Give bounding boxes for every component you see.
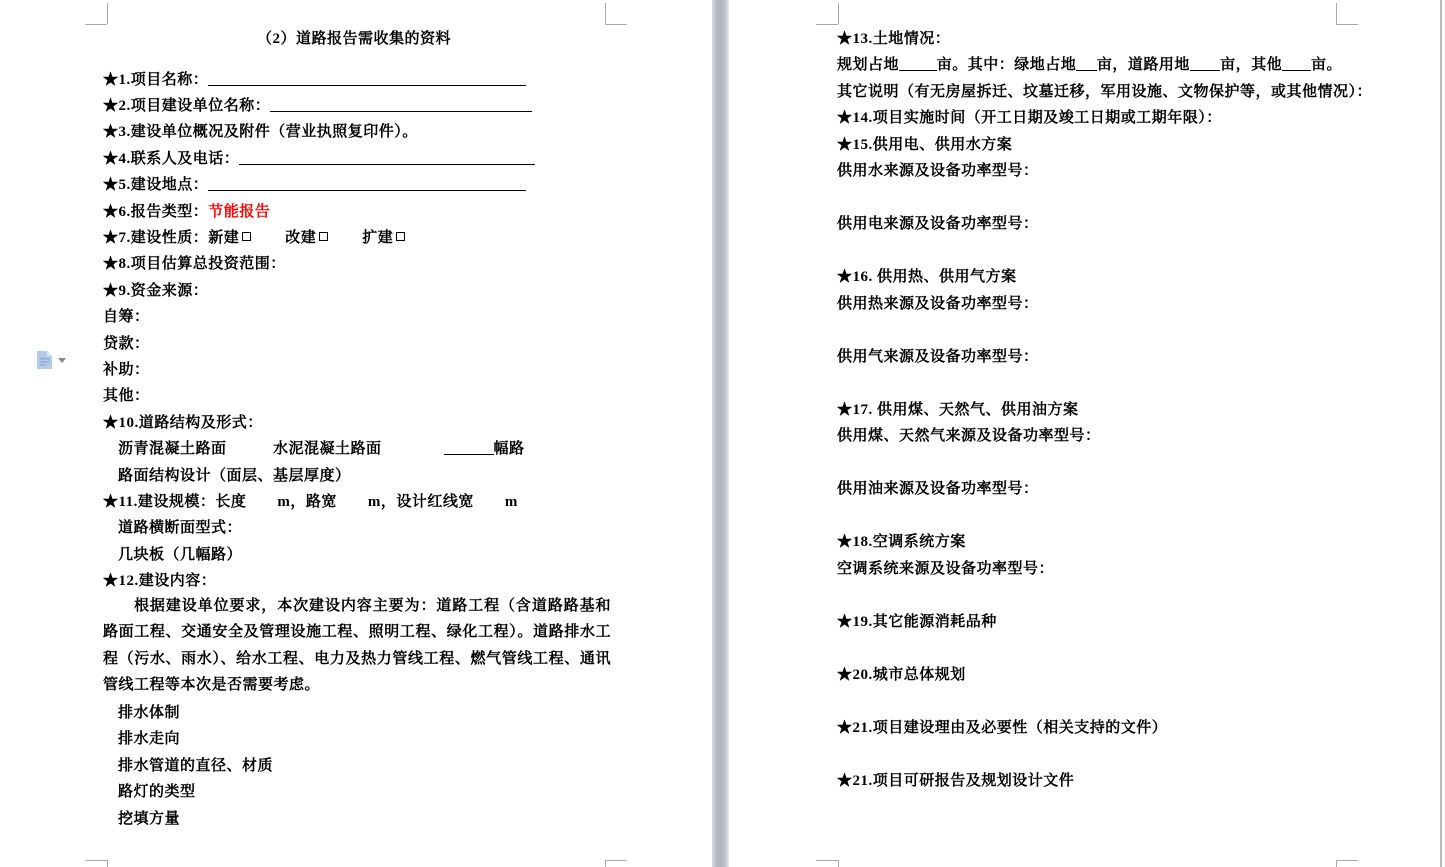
line-text: ★21.项目建设理由及必要性（相关支持的文件）: [837, 719, 1168, 736]
text-line: [837, 210, 1342, 237]
line-text: 幅路: [493, 441, 525, 458]
blank-underline-field[interactable]: [239, 150, 535, 165]
line-text: ★2.项目建设单位名称：: [103, 98, 271, 115]
report-type-value: 节能报告: [208, 203, 271, 220]
line-text: 其它说明（有无房屋拆迁、坟墓迁移，军用设施、文物保护等，或其他情况）：: [837, 83, 1373, 100]
paste-options-button[interactable]: [36, 347, 80, 373]
line-text: 供用煤、天然气来源及设备功率型号：: [837, 428, 1101, 445]
line-text: 空调系统来源及设备功率型号：: [837, 560, 1055, 577]
line-text: ★4.联系人及电话：: [103, 150, 240, 167]
page-title: （2）道路报告需收集的资料: [256, 31, 451, 47]
blank-underline-field[interactable]: [1190, 56, 1220, 71]
text-line: [837, 130, 1342, 157]
checkbox-empty[interactable]: [242, 232, 251, 241]
text-line: [837, 263, 1342, 290]
line-text: 排水体制: [118, 705, 181, 722]
line-text: ★3.建设单位概况及附件（营业执照复印件）。: [103, 124, 418, 141]
blank-underline-field[interactable]: [270, 97, 532, 112]
text-line: [103, 118, 611, 144]
blank-line: [837, 634, 1342, 661]
text-line: [103, 382, 611, 408]
blank-line: [837, 501, 1342, 528]
page-edge-line: [1440, 0, 1442, 867]
blank-line: [837, 369, 1342, 396]
text-line: [103, 250, 611, 276]
line-text: 供用油来源及设备功率型号：: [837, 481, 1039, 498]
text-line: [837, 528, 1342, 555]
text-line: [837, 607, 1342, 634]
blank-line: [837, 316, 1342, 343]
text-line: [837, 660, 1342, 687]
line-text: ★20.城市总体规划: [837, 666, 966, 683]
blank-underline-field[interactable]: [444, 440, 494, 455]
line-text: 亩，其他: [1220, 57, 1283, 74]
clipboard-paste-icon: [36, 350, 53, 370]
line-text: 路面结构设计（面层、基层厚度）: [118, 467, 351, 484]
line-text: ★5.建设地点：: [103, 177, 209, 194]
page-2[interactable]: [729, 0, 1440, 867]
line-text: ★1.项目名称：: [103, 71, 209, 88]
blank-underline-field[interactable]: [1076, 56, 1097, 71]
text-line: [837, 766, 1342, 793]
line-text: ★15.供用电、供用水方案: [837, 136, 1013, 153]
line-text: 亩。其中：绿地占地: [936, 57, 1077, 74]
text-line: [103, 461, 611, 487]
text-line: [103, 91, 611, 117]
text-line: [103, 171, 611, 197]
line-text: ★6.报告类型：: [103, 203, 209, 220]
text-line: [103, 355, 611, 381]
text-line: [103, 725, 611, 751]
text-line: [103, 329, 611, 355]
line-text: 供用气来源及设备功率型号：: [837, 348, 1039, 365]
text-line: [837, 77, 1373, 104]
blank-line: [837, 236, 1342, 263]
text-line: [103, 514, 611, 540]
line-text: 路灯的类型: [118, 784, 196, 801]
text-line: [837, 104, 1342, 131]
text-line: [103, 698, 611, 724]
line-text: ★14.项目实施时间（开工日期及竣工日期或工期年限）：: [837, 110, 1222, 127]
blank-line: [837, 183, 1342, 210]
line-text: 扩建: [331, 230, 394, 247]
line-text: ★21.项目可研报告及规划设计文件: [837, 772, 1075, 789]
text-line: [103, 487, 611, 513]
line-text: 供用热来源及设备功率型号：: [837, 295, 1039, 312]
text-line: [837, 342, 1342, 369]
line-text: ★10.道路结构及形式：: [103, 414, 263, 431]
text-line: [103, 434, 611, 460]
line-text: 其他：: [103, 388, 150, 405]
text-line: [103, 144, 611, 170]
checkbox-empty[interactable]: [319, 232, 328, 241]
line-text: 供用电来源及设备功率型号：: [837, 216, 1039, 233]
line-text: ★8.项目估算总投资范围：: [103, 256, 286, 273]
page1-text-body[interactable]: [103, 65, 611, 830]
line-text: 沥青混凝土路面 水泥混凝土路面: [118, 441, 444, 458]
blank-underline-field[interactable]: [899, 56, 937, 71]
text-line: [103, 566, 611, 592]
blank-line: [837, 448, 1342, 475]
line-text: 改建: [254, 230, 317, 247]
line-text: ★19.其它能源消耗品种: [837, 613, 997, 630]
blank-underline-field[interactable]: [208, 176, 526, 191]
text-line: [103, 778, 611, 804]
line-text: ★18.空调系统方案: [837, 534, 966, 551]
checkbox-empty[interactable]: [396, 232, 405, 241]
line-text: ★12.建设内容：: [103, 573, 217, 590]
line-text: 供用水来源及设备功率型号：: [837, 163, 1039, 180]
text-line: [103, 804, 611, 830]
blank-line: [837, 740, 1342, 767]
line-text: 亩，道路用地: [1096, 57, 1190, 74]
text-line: [837, 554, 1342, 581]
text-line: [837, 289, 1342, 316]
text-line: [103, 303, 611, 329]
chevron-down-icon: [58, 358, 66, 363]
line-text: ★13.土地情况：: [837, 30, 951, 47]
blank-line: [837, 581, 1342, 608]
text-line: [837, 157, 1342, 184]
text-line: [837, 395, 1342, 422]
page2-text-body[interactable]: [837, 24, 1373, 793]
page-1[interactable]: [0, 0, 712, 867]
text-line: [103, 408, 611, 434]
text-line: [837, 713, 1342, 740]
text-line: [837, 51, 1342, 78]
line-text: 自筹：: [103, 309, 150, 326]
blank-underline-field[interactable]: [208, 71, 526, 86]
blank-line: [837, 687, 1342, 714]
page-gap-shadow: [712, 0, 729, 867]
line-text: 挖填方量: [118, 810, 181, 827]
text-line: [103, 65, 611, 91]
text-line: [837, 24, 1342, 51]
line-text: 亩。: [1310, 57, 1342, 74]
line-text: 排水走向: [118, 731, 181, 748]
line-text: ★16. 供用热、供用气方案: [837, 269, 1017, 286]
line-text: 道路横断面型式：: [118, 520, 243, 537]
line-text: 贷款：: [103, 335, 150, 352]
text-line: [103, 276, 611, 302]
line-text: 几块板（几幅路）: [118, 546, 243, 563]
line-text: 补助：: [103, 361, 150, 378]
line-text: ★17. 供用煤、天然气、供用油方案: [837, 401, 1079, 418]
text-line: [103, 540, 611, 566]
text-line: [103, 751, 611, 777]
text-line: [837, 475, 1342, 502]
text-line: [837, 422, 1342, 449]
line-text: ★11.建设规模：长度 m，路宽 m，设计红线宽 m: [103, 493, 518, 510]
blank-underline-field[interactable]: [1282, 56, 1311, 71]
line-text: ★9.资金来源：: [103, 282, 209, 299]
line-text: 排水管道的直径、材质: [118, 757, 274, 774]
line-text: 规划占地: [837, 57, 900, 74]
text-line: [103, 223, 611, 249]
line-text: ★7.建设性质：新建: [103, 230, 240, 247]
text-line: [103, 197, 611, 223]
paragraph: 根据建设单位要求，本次建设内容主要为：道路工程（含道路路基和路面工程、交通安全及管理设施工程、照明工程、绿化工程）。道路排水工程（污水、雨水）、给水工程、电力及热力管线工程、燃气管线工程、通讯管线工程等本次是否需要考虑。: [103, 597, 611, 694]
